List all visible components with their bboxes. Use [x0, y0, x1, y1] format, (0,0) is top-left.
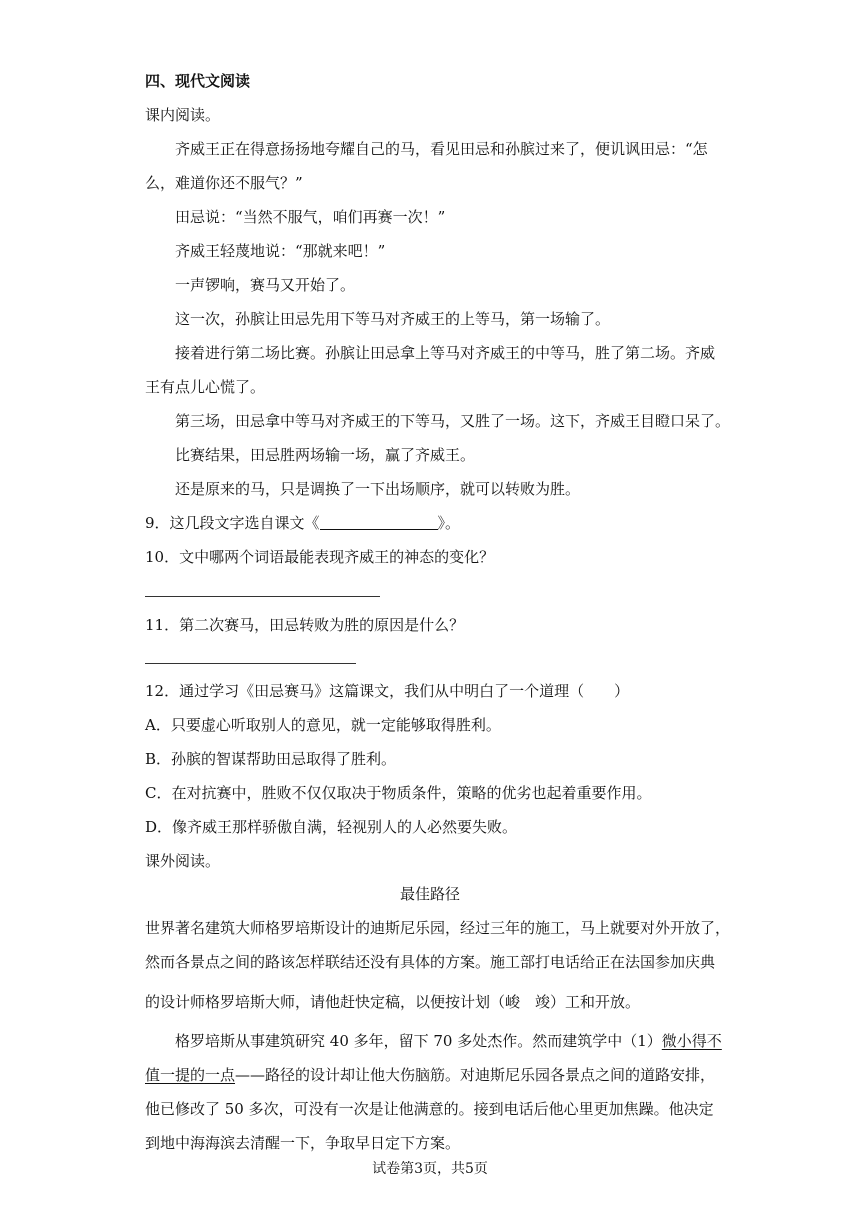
passage2-p1-line-1: 世界著名建筑大师格罗培斯设计的迪斯尼乐园，经过三年的施工，马上就要对外开放了， [145, 919, 731, 937]
passage1-paragraph-8: 比赛结果，田忌胜两场输一场，赢了齐威王。 [175, 446, 476, 464]
question-9-text-before: 9．这几段文字选自课文《 [145, 514, 320, 532]
page-footer: 试卷第3页，共5页 [372, 1161, 488, 1177]
passage2-p2-line-1-text: 格罗培斯从事建筑研究 40 多年，留下 70 多处杰作。然而建筑学中（1） [175, 1032, 662, 1050]
passage2-title: 最佳路径 [399, 885, 460, 903]
passage1-paragraph-6: 接着进行第二场比赛。孙膑让田忌拿上等马对齐威王的中等马，胜了第二场。齐威王有点儿心慌了。 [145, 344, 716, 396]
section-heading: 四、现代文阅读 [145, 72, 251, 90]
passage1-paragraph-7: 第三场，田忌拿中等马对齐威王的下等马，又胜了一场。这下，齐威王目瞪口呆了。 [175, 412, 731, 430]
question-10: 10．文中哪两个词语最能表现齐威王的神态的变化？ [145, 548, 495, 566]
passage2-p2-line-2 [145, 1058, 720, 1092]
passage1-paragraph-1: 齐威王正在得意扬扬地夸耀自己的马，看见田忌和孙膑过来了，便讥讽田忌：“怎么，难道你还不服气？” [145, 140, 708, 192]
passage1-paragraph-5: 这一次，孙膑让田忌先用下等马对齐威王的上等马，第一场输了。 [175, 310, 611, 328]
passage2-p2-line-1 [175, 1024, 720, 1058]
passage1-paragraph-4: 一声锣响，赛马又开始了。 [175, 276, 356, 294]
passage2-p2-line-4: 到地中海海滨去清醒一下，争取早日定下方案。 [145, 1134, 461, 1152]
option-c[interactable]: C．在对抗赛中，胜败不仅仅取决于物质条件，策略的优劣也起着重要作用。 [145, 784, 652, 802]
out-class-label: 课外阅读。 [145, 852, 221, 870]
question-9-answer-blank[interactable] [320, 511, 438, 530]
option-d[interactable]: D．像齐威王那样骄傲自满，轻视别人的人必然要失败。 [145, 818, 518, 836]
passage2-p1-line-3: 的设计师格罗培斯大师，请他赶快定稿，以便按计划（峻 竣）工和开放。 [145, 993, 641, 1011]
question-11-answer-line[interactable] [145, 663, 356, 664]
question-12: 12．通过学习《田忌赛马》这篇课文，我们从中明白了一个道理（ ） [145, 682, 630, 700]
passage2-underlined-phrase-part-1: 微小得不 [661, 1032, 722, 1050]
passage1-paragraph-3: 齐威王轻蔑地说：“那就来吧！” [175, 242, 386, 260]
passage1-paragraph-2: 田忌说：“当然不服气，咱们再赛一次！” [175, 208, 446, 226]
question-9-text-after: 》。 [437, 514, 461, 532]
question-11: 11．第二次赛马，田忌转败为胜的原因是什么？ [145, 616, 465, 634]
question-10-answer-line[interactable] [145, 596, 380, 597]
option-a[interactable]: A．只要虚心听取别人的意见，就一定能够取得胜利。 [145, 716, 501, 734]
in-class-label: 课内阅读。 [145, 106, 221, 124]
passage2-p2-line-3: 他已修改了 50 多次，可没有一次是让他满意的。接到电话后他心里更加焦躁。他决定 [145, 1100, 714, 1118]
question-9 [145, 506, 720, 540]
passage2-underlined-phrase-part-2: 值一提的一点 [145, 1066, 236, 1084]
passage2-p1-line-2: 然而各景点之间的路该怎样联结还没有具体的方案。施工部打电话给正在法国参加庆典 [145, 953, 716, 971]
passage1-paragraph-9: 还是原来的马，只是调换了一下出场顺序，就可以转败为胜。 [175, 480, 581, 498]
option-b[interactable]: B．孙膑的智谋帮助田忌取得了胜利。 [145, 750, 397, 768]
passage2-p2-line-2-text: ——路径的设计却让他大伤脑筋。对迪斯尼乐园各景点之间的道路安排， [235, 1066, 716, 1084]
